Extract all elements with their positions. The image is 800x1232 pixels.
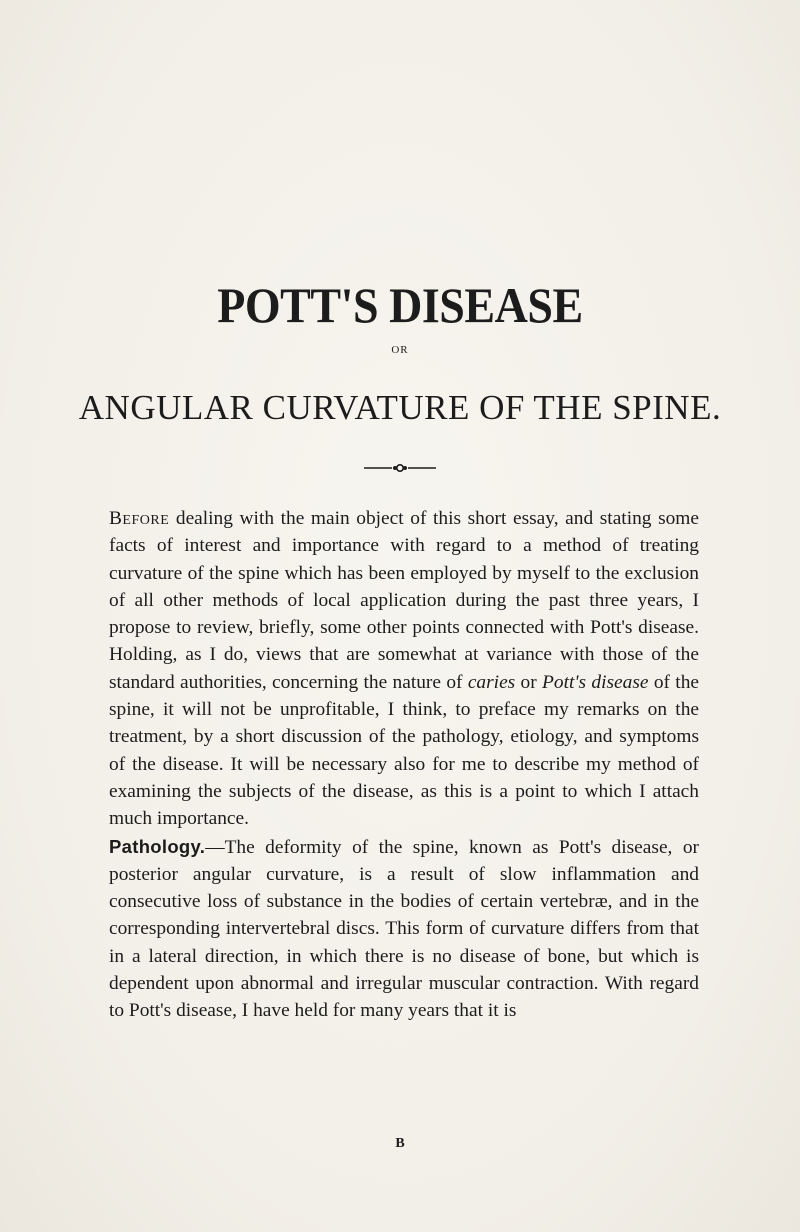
italic-term: caries	[467, 671, 516, 693]
page-title: POTT'S DISEASE	[217, 277, 583, 333]
section-heading: Pathology.	[109, 835, 206, 857]
paragraph-text: dealing with the main object of this short essay, and stating some facts of interest and importance with regard to a method of treating curvature of the spine which has been employed by myself to the exclusion of all other methods of local application during the past three years, I propose to review, briefly, some other points connected with Pott's disease. Holding, as I do, views that are somewhat at variance with those of the standard authorities, concerning the nature of	[109, 508, 699, 693]
italic-term: Pott's disease	[542, 671, 649, 693]
title-conjunction: OR	[391, 344, 409, 356]
paragraph-text: or	[515, 671, 543, 693]
rule-ornament-icon	[364, 462, 436, 474]
lead-word: Before	[109, 508, 170, 529]
paragraph-pathology	[109, 833, 699, 1025]
paragraph-text: of the spine, it will not be unprofitable, I think, to preface my remarks on the treatment, by a short discussion of the pathology, etiology, and symptoms of the disease. It will be necessary also for me to describe my method of examining the subjects of the disease, as this is a point to which I attach much importance.	[109, 671, 699, 830]
body-text	[109, 505, 699, 1025]
paragraph-text: —The deformity of the spine, known as Pott's disease, or posterior angular curvature, is a result of slow inflammation and consecutive loss of substance in the bodies of certain vertebræ, and in the corresponding intervertebral discs. This form of curvature differs from that in a lateral direction, in which there is no disease of bone, but which is dependent upon abnormal and irregular muscular contraction. With regard to Pott's disease, I have held for many years that it is	[109, 836, 699, 1022]
page-subtitle: ANGULAR CURVATURE OF THE SPINE.	[78, 388, 722, 427]
signature-mark: B	[395, 1136, 405, 1151]
paragraph-introduction	[109, 505, 699, 833]
